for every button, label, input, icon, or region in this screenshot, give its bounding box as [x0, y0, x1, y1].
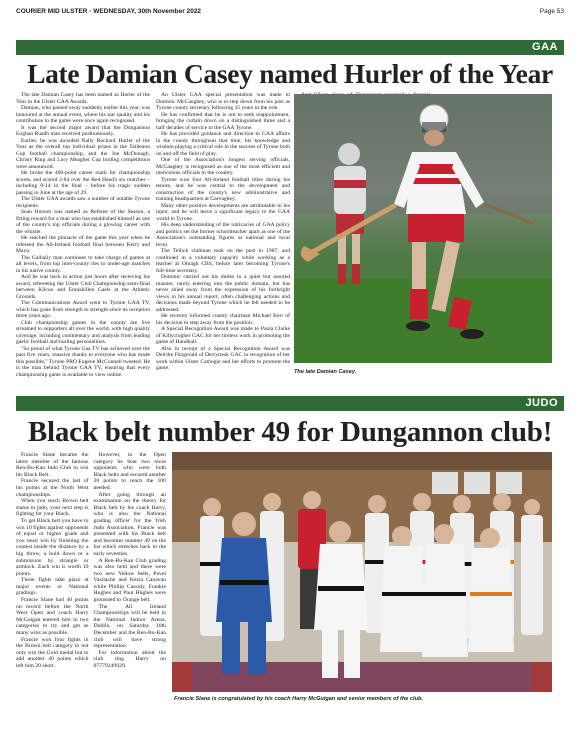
gaa-paragraph: He recently informed county chairman Michael Kerr of his decision to step away from the position. — [156, 313, 290, 326]
judo-photo-caption: Francie Slane is congratulated by his coach Harry McGuigan and senior members of the club. — [174, 696, 423, 702]
gaa-paragraph: He has provided guidance and direction to GAA affairs in the county throughout that time, his knowledge and wisdom playing a critical role in the success of Tyrone both on and off the field of play. — [156, 131, 290, 157]
gaa-paragraph: The Tellick clubman took on the post in 1987, and continued in a voluntary capacity while working as a teacher at Omagh CBS, before later becoming Tyrone's full-time secretary. — [156, 248, 290, 274]
hurler-photo-illustration — [294, 94, 552, 363]
gaa-paragraph: Sean Hurson was named as Referee of the Season, a fitting reward for a man who has established himself as one of the county's top officials during a glowing career with the whistle. — [16, 209, 150, 235]
gaa-paragraph: The Communications Award went to Tyrone GAA TV, which has gone from strength to strength since its inception three years ago. — [16, 300, 150, 319]
gaa-paragraph: One of the Association's longest serving officials, McCaughey is recognised as one of the most efficient and meticulous officials in the country. — [156, 157, 290, 176]
gaa-section-label: GAA — [532, 41, 558, 53]
gaa-paragraph: Club championship games in the county are live streamed to supporters all over the world, with high quality coverage, including commentary and analysis from leading gaelic football and hurling personalities. — [16, 319, 150, 345]
judo-article-body — [16, 452, 166, 702]
gaa-paragraph: The Ulster GAA awards saw a number of notable Tyrone recipients. — [16, 196, 150, 209]
gaa-paragraph: Dominic carried out his duties in a quiet but assured manner, rarely entering into the public domain, but has never shied away from the expression of his forthright views in his annual report, often challenging actions and decisions made beyond Tyrone which he felt needed to be addressed. — [156, 274, 290, 313]
gaa-paragraph: It was the second major award that the Dungannon Eoghan Ruadh man received posthumously. — [16, 124, 150, 137]
hurler-photo-caption: The late Damian Casey. — [294, 369, 357, 375]
judo-group-photo — [172, 452, 552, 692]
judo-paragraph: Francie won four fights in the Brown belt category to not only win the Gold medal but to add another 40 points which left him 20 short. — [16, 636, 89, 669]
gaa-paragraph: Earlier, he was awarded Nally Rockard Hurler of the Year as the overall top individual prizes in the Tailteann Cup football championship, and the Joe McDonagh, Christy Ring and Lory Meagher Cup hurling competitions were announced. — [16, 137, 150, 170]
judo-section-label: JUDO — [525, 397, 558, 409]
gaa-paragraph: He has confirmed that he is not to seek reappointment, bringing the curtain down on a distinguished three and a half decades of service to the GAA Tyrone. — [156, 111, 290, 131]
gaa-paragraph: The Galbally man continues to take charge of games at all levels, from top inter-county ties to under-age matches in his native county. — [16, 254, 150, 274]
judo-paragraph: After going through an examination on the theory for Black belt by his coach Harry, who is also the National grading officer for the Irish Judo Association, Francie was presented with his Black belt and becomes number 49 on the list which stretches back to the early seventies. — [93, 491, 166, 557]
judo-paragraph: The All Ireland Championships will be held in the National Indoor Arena, Dublin, on Saturday 10th December and the Ren-Bu-Kan club will have strong representation. — [93, 603, 166, 650]
judo-paragraph: For information about the club ring Harry on 07779249929. — [93, 649, 166, 669]
gaa-paragraph: He reached the pinnacle of the game this year when he refereed the All-Ireland football final between Kerry and Mayo. — [16, 235, 150, 254]
gaa-paragraph: Damian, who passed away suddenly earlier this year, was honoured at the annual event, where his star quality and his contribution to the game were once again recognised. — [16, 105, 150, 124]
gaa-paragraph: A Special Recognition Award was made to Paula Clarke of Killyclogher GAC for her tireless work in promoting the game of Handball. — [156, 326, 290, 345]
gaa-section-bar — [16, 40, 564, 55]
judo-paragraph: A Ren-Bu-Kan Club grading was also held and there were two new Yellow belts, Pavel Vasilache and Kezia Canavan while Phillip Cassidy, Frankie Hughes and Paul Hughes were promoted to Orange belt. — [93, 557, 166, 604]
judo-group-illustration — [172, 452, 552, 692]
judo-paragraph: When you reach Brown belt status in judo, your next step is fighting for your Black. — [16, 498, 89, 518]
gaa-paragraph: "So proud of what Tyrone Gaa TV has achieved over the past five years, massive thanks to everyone who has made this possible," Tyrone PRO Eugene McConnell tweeted. He is the man behind Tyrone GAA TV, ensuring that every championship game is available to view online. — [16, 345, 150, 378]
gaa-paragraph: The late Damian Casey has been named as Hurler of the Year in the Ulster GAA Awards. — [16, 92, 150, 105]
judo-paragraph: Francie Slane had 40 points on record before the North West Open and coach Harry McGuigan entered him in two categories to try and get as many wins as possible. — [16, 597, 89, 637]
gaa-paragraph: Many other positive developments are attributable to his input, and he will leave a significant legacy to the GAA world in Tyrone. — [156, 202, 290, 222]
judo-headline: Black belt number 49 for Dungannon club! — [27, 416, 553, 448]
gaa-paragraph: And he was back in action just hours after receiving his award, refereeing the Ulster Club Championship semi-final between Kilcoo and Enniskillen Gaels at the Athletic Grounds. — [16, 274, 150, 300]
judo-paragraph: Francie secured the last of his points at the North West championships. — [16, 478, 89, 498]
gaa-paragraph: Tyrone won four All-Ireland football titles during his tenure, and he was central to the development and construction of the county's new administrative and training headquarters at Garvaghey. — [156, 176, 290, 202]
masthead — [16, 6, 564, 18]
gaa-paragraph: An Ulster GAA special presentation was made to Dominic McCaughey, who is to step down from his post as Tyrone county secretary following 35 years in the role. — [156, 92, 290, 111]
masthead-title: COURIER MID ULSTER - WEDNESDAY, 30th November 2022 — [16, 8, 202, 15]
hurler-photo — [294, 94, 552, 363]
gaa-paragraph: Also in receipt of a Special Recognition Award was Deirdre Fitzgerald of Derrytresk GAC in recognition of her work within Ulster Camogie and her efforts to promote the game. — [156, 345, 290, 371]
gaa-paragraph: His deep understanding of the intricacies of GAA policy and politics set the former schoolteacher apart as one of the Association's outstanding figures at national and local level. — [156, 222, 290, 248]
judo-paragraph: These fights take place at major events or National gradings. — [16, 577, 89, 597]
judo-paragraph: However, in the Open category he beat two more opponents who were both Black belts and secured another 20 points to reach the 100 needed. — [93, 452, 166, 491]
gaa-article-body — [16, 92, 290, 380]
judo-paragraph: To get Black belt you have to win 10 fights against opponents of equal or higher grade and you must win by finishing the contest inside the distance by a big throw, a hold down or a submission by strangle or armlock. Each win is worth 10 points. — [16, 517, 89, 577]
judo-section-bar — [16, 396, 564, 411]
gaa-headline: Late Damian Casey named Hurler of the Year — [27, 58, 553, 89]
gaa-paragraph: He broke the 400-point career mark for championship scores, and scored 2-84 over the Red Hand's six matches – including 0-14 in the final – before his tragic sudden passing in June at the age of 29. — [16, 170, 150, 196]
page-number: Page 53 — [539, 8, 564, 15]
judo-paragraph: Francie Slane became the latest member of the famous Ren-Bu-Kan Judo Club to win his Black Belt. — [16, 452, 89, 478]
